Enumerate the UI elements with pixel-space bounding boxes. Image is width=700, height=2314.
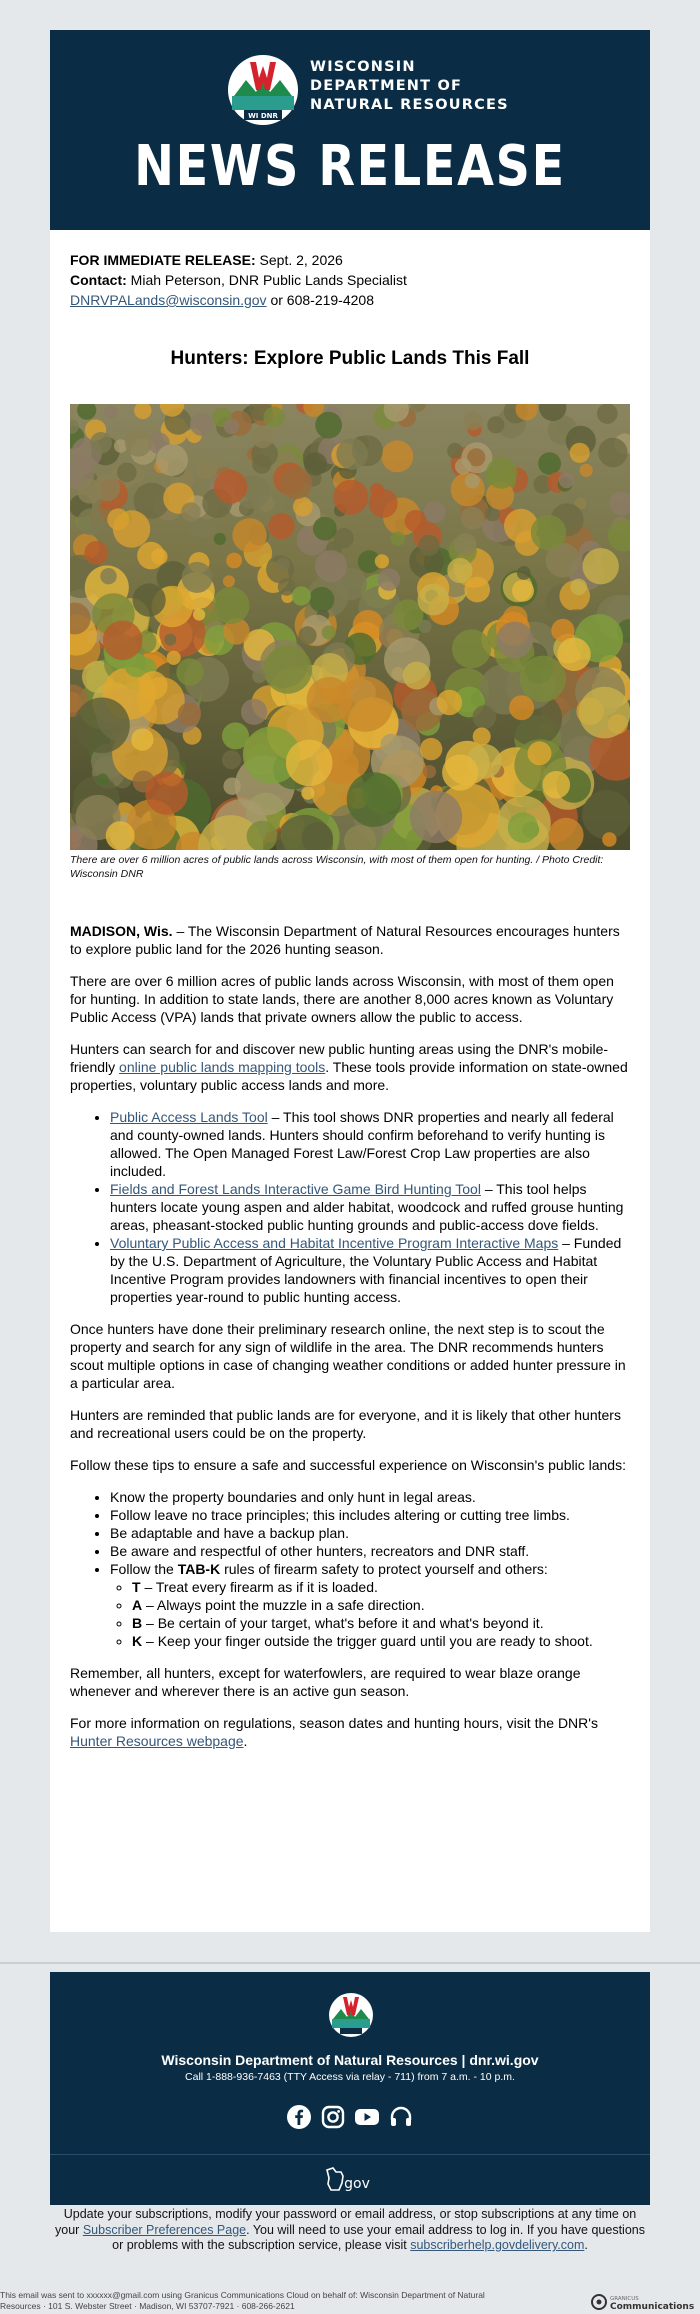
game-bird-hunting-tool-link[interactable]: Fields and Forest Lands Interactive Game Bird Hunting Tool xyxy=(110,1181,481,1197)
list-item: • Follow leave no trace principles; this includes altering or cutting tree limbs. xyxy=(110,1506,630,1524)
paragraph-6: Follow these tips to ensure a safe and successful experience on Wisconsin's public lands: xyxy=(70,1457,626,1473)
tree-crown xyxy=(193,609,205,621)
paragraph-7: Remember, all hunters, except for waterfowlers, are required to wear blaze orange whenever and wherever there is an active gun season. xyxy=(70,1665,581,1699)
tree-crown xyxy=(391,531,405,545)
paragraph-1 xyxy=(70,922,630,958)
agency-line-1: WISCONSIN xyxy=(310,59,416,75)
tree-crown xyxy=(557,638,590,671)
tabk-letter: B xyxy=(132,1615,143,1631)
tree-crown xyxy=(464,411,483,430)
tree-crown xyxy=(298,626,316,644)
tree-crown xyxy=(222,750,241,769)
tree-crown xyxy=(280,467,312,499)
tree-crown xyxy=(90,432,112,454)
tree-crown xyxy=(486,458,517,489)
agency-line-3: NATURAL RESOURCES xyxy=(310,97,509,113)
hunter-resources-link[interactable]: Hunter Resources webpage xyxy=(70,1733,244,1749)
footer xyxy=(50,1972,650,2154)
tree-crown xyxy=(182,562,213,593)
tree-crown xyxy=(602,832,616,846)
tabk-label: TAB-K xyxy=(177,1561,221,1577)
subscription-text-c: . xyxy=(584,2238,588,2252)
tree-crown xyxy=(156,444,188,476)
release-date-line xyxy=(70,250,407,270)
tabk-rule: – Always point the muzzle in a safe direction. xyxy=(142,1597,425,1613)
tree-crown xyxy=(264,407,285,428)
paragraph-8-text-a: For more information on regulations, season dates and hunting hours, visit the DNR's xyxy=(70,1715,598,1731)
subscription-text-a: Update your subscriptions, modify your password or email address, or stop subscriptions at any time on your xyxy=(55,2207,637,2237)
public-access-lands-tool-link[interactable]: Public Access Lands Tool xyxy=(110,1109,268,1125)
tree-crown xyxy=(268,513,294,539)
tree-crown xyxy=(214,470,247,503)
paragraph-4: Once hunters have done their preliminary research online, the next step is to scout the property and search for any sign of wildlife in the area. The DNR recommends hunters scout multiple options in case of changing weather conditions or added hunter pressure in a particular area. xyxy=(70,1321,626,1391)
tree-crown xyxy=(106,821,135,850)
tips-list xyxy=(70,1488,630,1650)
tree-crown xyxy=(176,658,203,685)
tree-crown xyxy=(464,577,490,603)
subscriber-preferences-link[interactable]: Subscriber Preferences Page xyxy=(82,2222,247,2237)
dnr-logo xyxy=(226,54,300,126)
tree-crown xyxy=(104,405,118,419)
tree-crown xyxy=(336,438,368,470)
tree-crown xyxy=(452,629,491,668)
svg-text:gov: gov xyxy=(344,2176,370,2192)
tree-crown xyxy=(583,548,619,584)
tree-crown xyxy=(461,507,484,530)
tree-crown xyxy=(286,740,333,787)
tree-crown xyxy=(418,620,431,633)
wisconsin-gov-logo[interactable] xyxy=(323,2164,377,2196)
tree-crown xyxy=(447,558,472,583)
tabk-list xyxy=(110,1578,630,1650)
release-label: FOR IMMEDIATE RELEASE: xyxy=(70,252,256,268)
contact-info-line xyxy=(70,290,407,310)
fine-print-line-1: This email was sent to xxxxxx@gmail.com using Granicus Communications Cloud on behalf of: Wisconsin Department of Natural xyxy=(0,2290,485,2300)
tree-crown xyxy=(77,508,104,535)
tool-description: – This tool shows DNR properties and nearly all federal and county-owned lands. Hunters should confirm beforehand to verify hunting is allowed. The Open Managed Forest Law/Forest Crop Law properties are also included. xyxy=(110,1109,614,1179)
tree-crown xyxy=(378,568,401,591)
tabk-rule: – Treat every firearm as if it is loaded. xyxy=(140,1579,378,1595)
list-item xyxy=(110,1108,630,1180)
tree-crown xyxy=(224,419,239,434)
tree-crown xyxy=(181,502,201,522)
tree-crown xyxy=(313,517,337,541)
list-item xyxy=(132,1632,630,1650)
tree-crown xyxy=(214,533,226,545)
tree-crown xyxy=(145,772,188,815)
tree-crown xyxy=(301,787,314,800)
newsletter-card xyxy=(50,30,650,1932)
list-item xyxy=(110,1234,630,1306)
tree-crown xyxy=(496,622,533,659)
tree-crown xyxy=(74,698,130,754)
tree-crown xyxy=(582,790,630,839)
tree-crown xyxy=(570,443,590,463)
tree-crown xyxy=(442,754,478,790)
tree-crown xyxy=(97,773,109,785)
tree-crown xyxy=(139,671,168,700)
tree-crown xyxy=(164,634,176,646)
tabk-letter: A xyxy=(132,1597,143,1613)
tree-crown xyxy=(375,554,389,568)
dateline: MADISON, Wis. xyxy=(70,923,173,939)
tree-crown xyxy=(465,474,480,489)
tree-crown xyxy=(167,651,181,665)
tree-crown xyxy=(133,583,166,616)
release-meta xyxy=(70,250,407,310)
tree-crown xyxy=(598,438,627,467)
section-divider xyxy=(0,1962,700,1964)
paragraph-2: There are over 6 million acres of public lands across Wisconsin, with most of them open for hunting. In addition to state lands, there are another 8,000 acres known as Voluntary Public Access (VPA) lands that private owners allow the public to access. xyxy=(70,973,614,1025)
list-item xyxy=(132,1578,630,1596)
fine-print xyxy=(0,2290,560,2312)
tree-crown xyxy=(405,510,427,532)
tree-crown xyxy=(423,765,436,778)
tree-crown xyxy=(437,690,462,715)
tabk-text-a: Follow the xyxy=(110,1561,178,1577)
tree-crown xyxy=(226,553,242,569)
fall-forest-photo xyxy=(70,404,630,850)
header-banner xyxy=(50,30,650,230)
tree-crown xyxy=(223,575,235,587)
tabk-letter: T xyxy=(132,1579,141,1595)
tree-crown xyxy=(381,734,402,755)
paragraph-3-text-a: Hunters can search for and discover new public hunting areas using the DNR's mobile-friendly xyxy=(70,1041,609,1075)
tree-crown xyxy=(315,412,342,439)
tree-crown xyxy=(241,699,267,725)
tree-crown xyxy=(487,416,504,433)
tree-crown xyxy=(420,738,442,760)
tree-crown xyxy=(538,452,561,475)
tree-crown xyxy=(266,555,294,583)
tree-crown xyxy=(252,427,273,448)
tree-crown xyxy=(107,508,129,530)
tree-crown xyxy=(190,413,213,436)
tree-crown xyxy=(418,584,450,616)
photo-caption: There are over 6 million acres of public lands across Wisconsin, with most of them open for hunting. / Photo Credit: Wisconsin DNR xyxy=(70,854,604,880)
tabk-rule: – Be certain of your target, what's before it and what's beyond it. xyxy=(142,1615,544,1631)
tree-crown xyxy=(424,501,446,523)
tree-crown xyxy=(84,541,108,565)
tree-crown xyxy=(100,568,116,584)
contact-line xyxy=(70,270,407,290)
agency-name xyxy=(310,58,509,115)
release-date: Sept. 2, 2026 xyxy=(259,252,343,268)
tree-crown xyxy=(369,489,398,518)
tree-crown xyxy=(131,728,153,750)
article-headline: Hunters: Explore Public Lands This Fall xyxy=(170,348,530,369)
tree-crown xyxy=(151,548,167,564)
tree-crown xyxy=(347,772,402,827)
paragraph-5: Hunters are reminded that public lands are for everyone, and it is likely that other hunters and recreational users could be on the property. xyxy=(70,1407,621,1441)
tree-crown xyxy=(418,535,439,556)
tree-crown xyxy=(212,587,249,624)
social-links xyxy=(50,2104,650,2130)
tree-crown xyxy=(309,587,334,612)
tree-crown xyxy=(517,566,531,580)
news-release-title: NEWS RELEASE xyxy=(134,134,566,199)
svg-text:WI DNR: WI DNR xyxy=(248,112,278,120)
tree-crown xyxy=(195,456,218,479)
footer-phone: Call 1-888-936-7463 (TTY Access via relay - 711) from 7 a.m. - 10 p.m. xyxy=(185,2071,515,2083)
tree-crown xyxy=(264,646,312,694)
tree-crown xyxy=(125,430,152,457)
tree-crown xyxy=(473,705,497,729)
tree-crown xyxy=(322,625,336,639)
paragraph-1-text: – The Wisconsin Department of Natural Resources encourages hunters to explore public land for the 2026 hunting season. xyxy=(70,923,620,957)
subscription-text-b: . You will need to use your email address to log in. If you have questions or problems with the subscription service, please visit xyxy=(112,2222,645,2252)
tree-crown xyxy=(333,480,368,515)
tree-crown xyxy=(252,669,266,683)
svg-text:Communications: Communications xyxy=(610,2302,695,2312)
tree-crown xyxy=(103,621,143,661)
paragraph-3-text-b: . These tools provide information on state-owned properties, voluntary public access lands and more. xyxy=(70,1059,628,1093)
tree-crown xyxy=(338,677,393,732)
contact-or: or xyxy=(270,292,283,308)
tool-description: – Funded by the U.S. Department of Agriculture, the Voluntary Public Access and Habitat Incentive Program provides landowners with financial incentives to open their properties year-round to public hunting access. xyxy=(110,1235,622,1305)
list-item xyxy=(110,1560,630,1650)
tree-crown xyxy=(77,479,102,504)
youtube-icon[interactable] xyxy=(354,2104,380,2130)
mapping-tools-link[interactable]: online public lands mapping tools xyxy=(119,1059,326,1075)
tabk-text-c: rules of firearm safety to protect yourself and others: xyxy=(220,1561,548,1577)
tree-crown xyxy=(117,463,137,483)
tree-crown xyxy=(597,404,618,424)
tree-crown xyxy=(528,741,552,765)
podcast-icon[interactable] xyxy=(388,2104,414,2130)
list-item: • Know the property boundaries and only hunt in legal areas. xyxy=(110,1488,630,1506)
paragraph-3 xyxy=(70,1040,630,1094)
paragraph-8-text-b: . xyxy=(243,1733,248,1749)
tree-crown xyxy=(410,791,462,843)
facebook-icon[interactable] xyxy=(286,2104,312,2130)
tree-crown xyxy=(447,443,463,459)
list-item: • Be aware and respectful of other hunters, recreators and DNR staff. xyxy=(110,1542,630,1560)
tree-crown xyxy=(473,728,491,746)
tree-crown xyxy=(282,497,295,510)
tree-crown xyxy=(509,695,534,720)
tree-crown xyxy=(512,580,534,602)
tree-crown xyxy=(292,586,311,605)
tree-crown xyxy=(252,454,271,473)
tree-crown xyxy=(579,687,630,739)
tabk-rule: – Keep your finger outside the trigger guard until you are ready to shoot. xyxy=(142,1633,593,1649)
contact-label: Contact: xyxy=(70,272,127,288)
list-item: • Be adaptable and have a backup plan. xyxy=(110,1524,630,1542)
tree-crown xyxy=(315,550,347,582)
tree-crown xyxy=(570,579,587,596)
instagram-icon[interactable] xyxy=(320,2104,346,2130)
article-body xyxy=(70,922,630,1764)
govdelivery-banner xyxy=(50,2154,650,2205)
tools-list xyxy=(70,1108,630,1306)
tree-crown xyxy=(543,771,571,799)
granicus-logo[interactable] xyxy=(590,2292,698,2312)
contact-name: Miah Peterson, DNR Public Lands Specialist xyxy=(130,272,407,288)
tree-crown xyxy=(178,703,201,726)
tabk-letter: K xyxy=(132,1633,143,1649)
tree-crown xyxy=(508,812,539,843)
subscription-notice xyxy=(50,2207,650,2254)
tree-crown xyxy=(293,497,313,517)
agency-line-2: DEPARTMENT OF xyxy=(310,78,463,94)
contact-email-link[interactable]: DNRVPALands@wisconsin.gov xyxy=(70,292,267,308)
tree-crown xyxy=(232,518,266,552)
tree-crown xyxy=(454,533,477,556)
list-item xyxy=(110,1180,630,1234)
subscriber-help-link[interactable]: subscriberhelp.govdelivery.com xyxy=(410,2238,585,2252)
dnr-footer-logo xyxy=(328,1992,374,2038)
fine-print-line-2: Resources · 101 S. Webster Street · Madison, WI 53707-7921 · 608-266-2621 xyxy=(0,2301,295,2311)
list-item xyxy=(132,1596,630,1614)
footer-agency-name: Wisconsin Department of Natural Resources | dnr.wi.gov xyxy=(161,2052,539,2068)
paragraph-8 xyxy=(70,1714,630,1750)
tree-crown xyxy=(580,464,593,477)
contact-phone: 608-219-4208 xyxy=(286,292,374,308)
list-item xyxy=(132,1614,630,1632)
vpa-interactive-maps-link[interactable]: Voluntary Public Access and Habitat Incentive Program Interactive Maps xyxy=(110,1235,559,1251)
svg-text:GRANICUS: GRANICUS xyxy=(610,2296,639,2302)
tree-crown xyxy=(559,473,575,489)
tree-crown xyxy=(455,458,471,474)
tree-crown xyxy=(520,656,566,702)
tree-crown xyxy=(531,515,567,551)
tool-description: – This tool helps hunters locate young aspen and alder habitat, woodcock and ruffed grouse hunting areas, pheasant-stocked public hunting grounds and public-access dove fields. xyxy=(110,1181,624,1233)
tree-crown xyxy=(403,662,431,690)
tree-crown xyxy=(381,440,413,472)
